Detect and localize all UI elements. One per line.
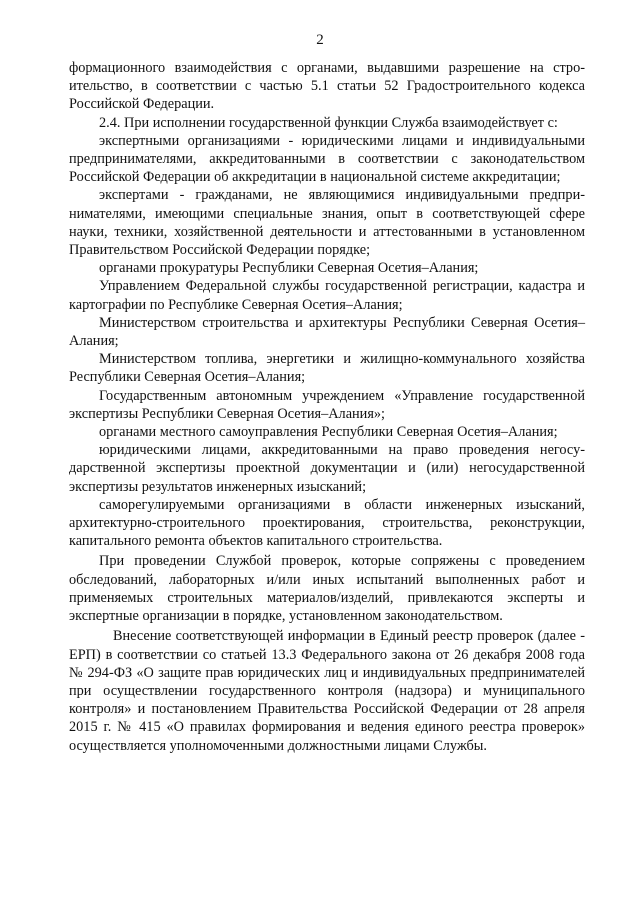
list-item-prosecutors: органами прокуратуры Республики Северная Осетия–Алания; (99, 260, 479, 277)
list-item-ministry-energy: Министерством топлива, энергетики и жилищно-коммунального хозяйства Республики Северная Осетия–Алания; (69, 351, 585, 386)
list-item-experts: экспертами - гражданами, не являющимися индивидуальными предпринимателями, имеющими специальные знания, опыт в соответствующей сфере науки, техники, хозяйственной деятельности и аттестованными в установленном Правительством Российской Федерации порядке; (69, 187, 585, 259)
paragraph-section-2-4: 2.4. При исполнении государственной функции Служба взаимодействует с: (99, 114, 558, 131)
list-item-local-government: органами местного самоуправления Республики Северная Осетия–Алания; (99, 424, 558, 441)
list-item-accredited-entities: юридическими лицами, аккредитованными на право проведения негосударственной экспертизы проектной документации и (или) негосударственной экспертизы результатов инженерных изысканий; (69, 442, 585, 495)
paragraph-erp: Внесение соответствующей информации в Единый реестр проверок (далее - ЕРП) в соответствии со статьей 13.3 Федерального закона от 26 декабря 2008 года № 294-ФЗ «О защите прав юридических лиц и индивидуальных предпринимателей при осуществлении государственного контроля (надзора) и муниципального контроля» и постановлением Правительства Российской Федерации от 28 апреля 2015 г. № 415 «О правилах формирования и ведения единого реестра проверок» осуществляется уполномоченными должностными лицами Службы. (69, 628, 585, 754)
list-item-expert-organizations: экспертными организациями - юридическими лицами и индивидуальными предпринимателями, аккредитованными в соответствии с законодательством Российской Федерации об аккредитации в национальной системе аккредитации; (69, 132, 585, 186)
page-number: 2 (316, 32, 324, 48)
list-item-ministry-construction: Министерством строительства и архитектуры Республики Северная Осетия–Алания; (69, 314, 585, 350)
paragraph-continuation: формационного взаимодействия с органами, выдавшими разрешение на строительство, в соответствии с частью 5.1 статьи 52 Градостроительного кодекса Российской Федерации. (69, 60, 585, 113)
document-body (69, 59, 585, 755)
list-item-self-regulatory: саморегулируемыми организациями в области инженерных изысканий, архитектурно-строительного проектирования, строительства, реконструкции, капитального ремонта объектов капитального строительства. (69, 496, 585, 550)
list-item-state-expertise: Государственным автономным учреждением «Управление государственной экспертизы Республики Северная Осетия–Алания»; (69, 387, 585, 422)
paragraph-inspections: При проведении Службой проверок, которые сопряжены с проведением обследований, лабораторных и/или иных испытаний выполненных работ и применяемых строительных материалов/изделий, привлекаются эксперты и экспертные организации в порядке, установленном законодательством. (69, 553, 585, 625)
list-item-rosreestr: Управлением Федеральной службы государственной регистрации, кадастра и картографии по Республике Северная Осетия–Алания; (69, 278, 585, 313)
